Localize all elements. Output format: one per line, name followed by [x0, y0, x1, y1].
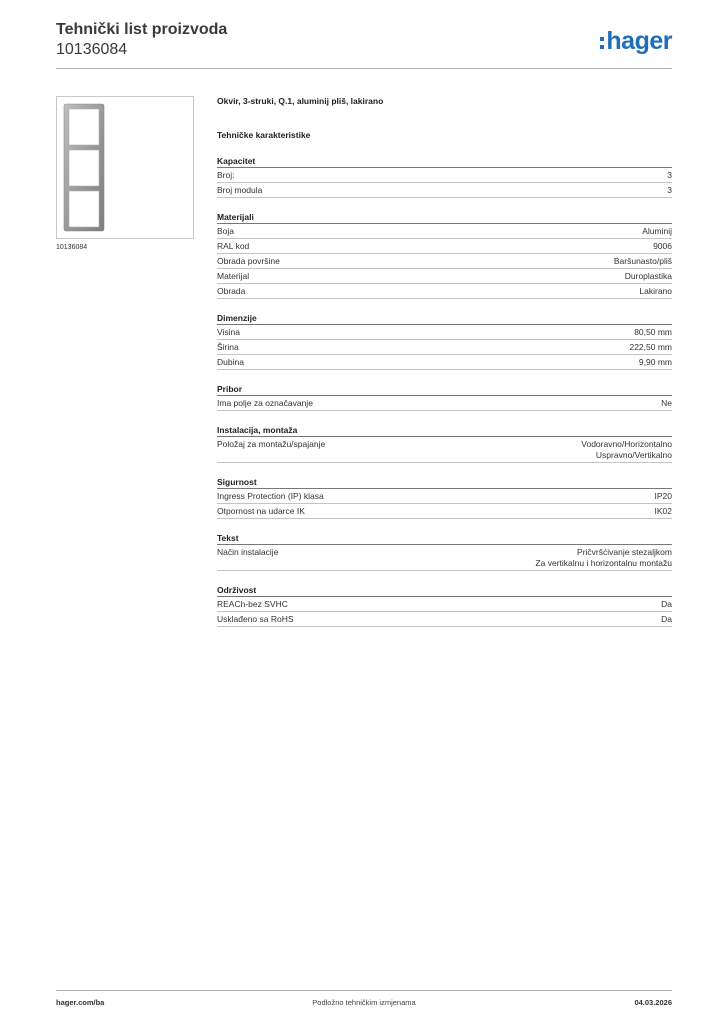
spec-group-title: Dimenzije	[217, 312, 672, 325]
spec-value-line: Baršunasto/pliš	[613, 256, 672, 266]
spec-label: Visina	[217, 327, 240, 337]
spec-label: Boja	[217, 226, 235, 236]
spec-value-line: 3	[667, 185, 672, 195]
document-title: Tehnički list proizvoda	[56, 21, 228, 38]
spec-group-title: Pribor	[217, 383, 672, 396]
spec-value	[661, 614, 672, 625]
spec-value	[642, 226, 672, 237]
product-name: Okvir, 3-struki, Q.1, aluminij pliš, lakirano	[217, 96, 384, 106]
spec-value	[634, 327, 672, 338]
spec-label: Broj:	[217, 170, 235, 180]
spec-label: Obrada površine	[217, 256, 280, 266]
logo-dots-icon	[600, 37, 604, 49]
spec-row	[217, 545, 672, 571]
spec-label: Usklađeno sa RoHS	[217, 614, 294, 624]
spec-row	[217, 239, 672, 254]
spec-group-title: Tekst	[217, 532, 672, 545]
section-title: Tehničke karakteristike	[217, 130, 311, 140]
spec-group-title: Održivost	[217, 584, 672, 597]
spec-group-title: Kapacitet	[217, 155, 672, 168]
spec-label: Ima polje za označavanje	[217, 398, 313, 408]
spec-row	[217, 183, 672, 198]
spec-value	[667, 170, 672, 181]
spec-row	[217, 437, 672, 463]
spec-value-line: Duroplastika	[624, 271, 672, 281]
logo-text: hager	[606, 27, 672, 55]
spec-label: Obrada	[217, 286, 246, 296]
spec-value-line: Uspravno/Vertikalno	[595, 450, 672, 460]
spec-value	[535, 547, 672, 569]
spec-value	[581, 439, 672, 461]
spec-value-line: 80,50 mm	[634, 327, 672, 337]
spec-value	[629, 342, 672, 353]
spec-row	[217, 224, 672, 239]
spec-row	[217, 284, 672, 299]
spec-row	[217, 612, 672, 627]
spec-value-line: Ne	[661, 398, 672, 408]
spec-value-line: 3	[667, 170, 672, 180]
page-footer	[56, 998, 672, 1010]
spec-group	[217, 383, 672, 411]
spec-value	[653, 241, 672, 252]
spec-row	[217, 396, 672, 411]
spec-content	[217, 96, 672, 627]
spec-label: Položaj za montažu/spajanje	[217, 439, 326, 449]
spec-label: Širina	[217, 342, 239, 352]
footer-divider	[56, 990, 672, 991]
spec-label: REACh-bez SVHC	[217, 599, 288, 609]
document-number: 10136084	[56, 41, 128, 58]
spec-group	[217, 424, 672, 463]
spec-row	[217, 340, 672, 355]
spec-value	[639, 357, 672, 368]
spec-value	[667, 185, 672, 196]
spec-row	[217, 325, 672, 340]
spec-value	[655, 506, 673, 517]
spec-label: Ingress Protection (IP) klasa	[217, 491, 324, 501]
spec-value	[661, 398, 672, 409]
spec-value-line: IK02	[654, 506, 672, 516]
spec-label: Način instalacije	[217, 547, 279, 557]
spec-label: Otpornost na udarce IK	[217, 506, 305, 516]
spec-group-title: Instalacija, montaža	[217, 424, 672, 437]
spec-value	[614, 256, 672, 267]
spec-value-line: IP20	[654, 491, 672, 501]
spec-label: Materijal	[217, 271, 250, 281]
spec-group-title: Materijali	[217, 211, 672, 224]
spec-value-line: Pričvršćivanje stezaljkom	[577, 547, 672, 557]
spec-value	[625, 271, 672, 282]
spec-row	[217, 489, 672, 504]
footer-website: hager.com/ba	[56, 998, 105, 1007]
spec-value-line: 9006	[653, 241, 672, 251]
footer-date: 04.03.2026	[634, 998, 672, 1007]
spec-value-line: Vodoravno/Horizontalno	[581, 439, 672, 449]
spec-group-title: Sigurnost	[217, 476, 672, 489]
spec-row	[217, 269, 672, 284]
spec-value	[655, 491, 673, 502]
spec-row	[217, 504, 672, 519]
spec-value-line: Da	[661, 599, 672, 609]
spec-label: Dubina	[217, 357, 244, 367]
header-divider	[56, 68, 672, 69]
product-image	[56, 96, 194, 239]
spec-group	[217, 211, 672, 299]
spec-label: Broj modula	[217, 185, 263, 195]
image-caption: 10136084	[56, 244, 88, 251]
spec-row	[217, 597, 672, 612]
page-header	[56, 20, 672, 70]
spec-row	[217, 254, 672, 269]
spec-value-line: Za vertikalnu i horizontalnu montažu	[535, 558, 672, 568]
spec-group	[217, 312, 672, 370]
spec-value-line: 222,50 mm	[629, 342, 672, 352]
spec-value	[639, 286, 672, 297]
spec-group	[217, 532, 672, 571]
spec-groups	[217, 155, 672, 627]
spec-label: RAL kod	[217, 241, 250, 251]
spec-row	[217, 168, 672, 183]
footer-notice: Podložno tehničkim izmjenama	[312, 998, 416, 1007]
spec-value-line: 9,90 mm	[638, 357, 672, 367]
spec-value-line: Aluminij	[642, 226, 672, 236]
triple-frame-illustration	[57, 97, 193, 238]
spec-group	[217, 476, 672, 519]
spec-value-line: Da	[661, 614, 672, 624]
spec-row	[217, 355, 672, 370]
spec-group	[217, 155, 672, 198]
spec-value-line: Lakirano	[639, 286, 672, 296]
spec-value	[661, 599, 672, 610]
spec-group	[217, 584, 672, 627]
hager-logo	[600, 28, 672, 54]
